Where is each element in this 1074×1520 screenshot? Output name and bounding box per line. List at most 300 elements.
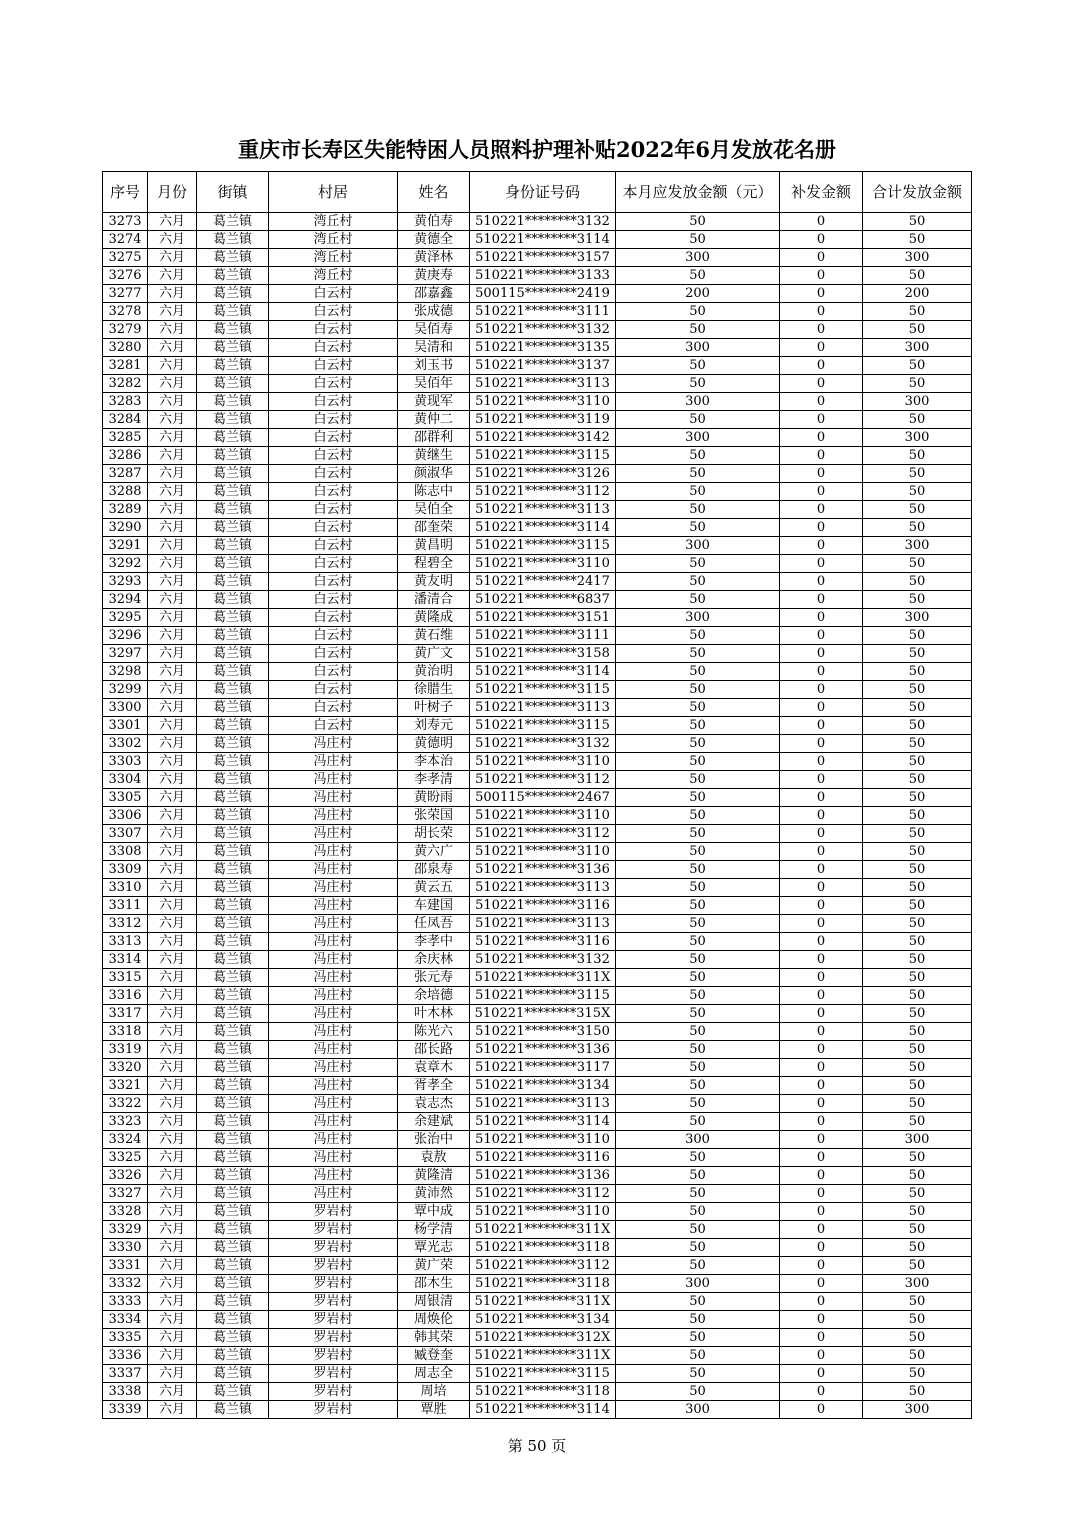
cell-total-amount: 50	[863, 1329, 972, 1347]
cell-monthly-amount: 50	[616, 375, 780, 393]
cell-town: 葛兰镇	[197, 393, 269, 411]
cell-name: 黄隆成	[398, 609, 470, 627]
cell-name: 李本治	[398, 753, 470, 771]
cell-name: 周志全	[398, 1365, 470, 1383]
cell-monthly-amount: 50	[616, 879, 780, 897]
table-row	[103, 1167, 972, 1185]
cell-monthly-amount: 50	[616, 1005, 780, 1023]
cell-total-amount: 50	[863, 519, 972, 537]
cell-total-amount: 50	[863, 1293, 972, 1311]
table-header-row	[103, 172, 972, 213]
table-row	[103, 1023, 972, 1041]
cell-seq: 3316	[103, 987, 148, 1005]
cell-seq: 3305	[103, 789, 148, 807]
cell-town: 葛兰镇	[197, 1131, 269, 1149]
cell-town: 葛兰镇	[197, 375, 269, 393]
cell-id-number: 510221********3132	[470, 951, 616, 969]
cell-id-number: 510221********3151	[470, 609, 616, 627]
cell-village: 冯庄村	[269, 861, 398, 879]
cell-village: 白云村	[269, 303, 398, 321]
cell-name: 张元寿	[398, 969, 470, 987]
cell-month: 六月	[148, 1095, 197, 1113]
cell-monthly-amount: 50	[616, 915, 780, 933]
cell-back-pay: 0	[780, 285, 863, 303]
cell-id-number: 510221********315X	[470, 1005, 616, 1023]
cell-monthly-amount: 50	[616, 555, 780, 573]
cell-back-pay: 0	[780, 267, 863, 285]
cell-total-amount: 50	[863, 735, 972, 753]
cell-village: 罗岩村	[269, 1203, 398, 1221]
table-row	[103, 717, 972, 735]
cell-town: 葛兰镇	[197, 303, 269, 321]
cell-id-number: 510221********312X	[470, 1329, 616, 1347]
cell-name: 黄沛然	[398, 1185, 470, 1203]
table-row	[103, 555, 972, 573]
cell-name: 陈光六	[398, 1023, 470, 1041]
roster-table	[102, 171, 972, 1419]
table-row	[103, 375, 972, 393]
cell-total-amount: 50	[863, 1023, 972, 1041]
cell-back-pay: 0	[780, 717, 863, 735]
cell-id-number: 510221********3111	[470, 627, 616, 645]
cell-total-amount: 50	[863, 915, 972, 933]
cell-id-number: 510221********3111	[470, 303, 616, 321]
table-row	[103, 969, 972, 987]
table-row	[103, 663, 972, 681]
cell-back-pay: 0	[780, 789, 863, 807]
cell-total-amount: 50	[863, 807, 972, 825]
cell-village: 罗岩村	[269, 1365, 398, 1383]
cell-id-number: 510221********3112	[470, 825, 616, 843]
cell-total-amount: 50	[863, 1365, 972, 1383]
cell-name: 张治中	[398, 1131, 470, 1149]
cell-monthly-amount: 50	[616, 573, 780, 591]
cell-month: 六月	[148, 213, 197, 231]
cell-seq: 3301	[103, 717, 148, 735]
cell-total-amount: 50	[863, 1077, 972, 1095]
cell-town: 葛兰镇	[197, 1023, 269, 1041]
cell-month: 六月	[148, 753, 197, 771]
cell-seq: 3327	[103, 1185, 148, 1203]
cell-village: 冯庄村	[269, 789, 398, 807]
table-row	[103, 1365, 972, 1383]
cell-name: 黄昌明	[398, 537, 470, 555]
cell-monthly-amount: 50	[616, 717, 780, 735]
cell-name: 余庆林	[398, 951, 470, 969]
table-row	[103, 465, 972, 483]
cell-total-amount: 50	[863, 753, 972, 771]
cell-month: 六月	[148, 645, 197, 663]
cell-village: 白云村	[269, 465, 398, 483]
table-row	[103, 1005, 972, 1023]
cell-village: 白云村	[269, 663, 398, 681]
cell-village: 白云村	[269, 339, 398, 357]
cell-id-number: 510221********3126	[470, 465, 616, 483]
cell-town: 葛兰镇	[197, 1113, 269, 1131]
cell-id-number: 510221********3117	[470, 1059, 616, 1077]
cell-id-number: 510221********3133	[470, 267, 616, 285]
cell-total-amount: 50	[863, 627, 972, 645]
cell-back-pay: 0	[780, 681, 863, 699]
cell-back-pay: 0	[780, 807, 863, 825]
table-row	[103, 1275, 972, 1293]
cell-total-amount: 50	[863, 699, 972, 717]
cell-town: 葛兰镇	[197, 771, 269, 789]
cell-total-amount: 300	[863, 1401, 972, 1419]
cell-month: 六月	[148, 1365, 197, 1383]
cell-name: 陈志中	[398, 483, 470, 501]
header-town: 街镇	[197, 172, 269, 213]
cell-village: 冯庄村	[269, 1095, 398, 1113]
cell-name: 吴清和	[398, 339, 470, 357]
cell-back-pay: 0	[780, 231, 863, 249]
cell-village: 冯庄村	[269, 735, 398, 753]
cell-village: 白云村	[269, 375, 398, 393]
cell-id-number: 510221********3115	[470, 717, 616, 735]
cell-seq: 3312	[103, 915, 148, 933]
cell-village: 冯庄村	[269, 1077, 398, 1095]
cell-seq: 3283	[103, 393, 148, 411]
cell-monthly-amount: 300	[616, 429, 780, 447]
cell-seq: 3313	[103, 933, 148, 951]
cell-month: 六月	[148, 879, 197, 897]
cell-name: 任凤吾	[398, 915, 470, 933]
cell-monthly-amount: 50	[616, 933, 780, 951]
cell-town: 葛兰镇	[197, 483, 269, 501]
cell-back-pay: 0	[780, 1077, 863, 1095]
cell-monthly-amount: 50	[616, 465, 780, 483]
cell-monthly-amount: 50	[616, 987, 780, 1005]
table-row	[103, 1329, 972, 1347]
cell-name: 黄广文	[398, 645, 470, 663]
cell-monthly-amount: 50	[616, 735, 780, 753]
cell-seq: 3328	[103, 1203, 148, 1221]
cell-total-amount: 50	[863, 1059, 972, 1077]
cell-town: 葛兰镇	[197, 1005, 269, 1023]
cell-seq: 3318	[103, 1023, 148, 1041]
cell-village: 罗岩村	[269, 1221, 398, 1239]
cell-month: 六月	[148, 1221, 197, 1239]
cell-town: 葛兰镇	[197, 645, 269, 663]
cell-back-pay: 0	[780, 465, 863, 483]
cell-name: 邵嘉鑫	[398, 285, 470, 303]
cell-name: 覃光志	[398, 1239, 470, 1257]
table-row	[103, 1095, 972, 1113]
cell-back-pay: 0	[780, 1401, 863, 1419]
table-row	[103, 861, 972, 879]
cell-month: 六月	[148, 1149, 197, 1167]
cell-monthly-amount: 50	[616, 1059, 780, 1077]
cell-town: 葛兰镇	[197, 1149, 269, 1167]
cell-month: 六月	[148, 1131, 197, 1149]
cell-back-pay: 0	[780, 555, 863, 573]
cell-seq: 3311	[103, 897, 148, 915]
table-row	[103, 573, 972, 591]
cell-monthly-amount: 300	[616, 249, 780, 267]
cell-town: 葛兰镇	[197, 1221, 269, 1239]
cell-town: 葛兰镇	[197, 717, 269, 735]
cell-town: 葛兰镇	[197, 1077, 269, 1095]
cell-id-number: 510221********3114	[470, 1401, 616, 1419]
cell-name: 黄石维	[398, 627, 470, 645]
document-title: 重庆市长寿区失能特困人员照料护理补贴2022年6月发放花名册	[237, 137, 837, 162]
cell-month: 六月	[148, 627, 197, 645]
cell-seq: 3310	[103, 879, 148, 897]
cell-village: 罗岩村	[269, 1275, 398, 1293]
cell-name: 邵泉寿	[398, 861, 470, 879]
cell-id-number: 510221********3132	[470, 321, 616, 339]
cell-month: 六月	[148, 897, 197, 915]
cell-name: 黄六广	[398, 843, 470, 861]
cell-month: 六月	[148, 699, 197, 717]
cell-village: 冯庄村	[269, 879, 398, 897]
table-row	[103, 1131, 972, 1149]
cell-town: 葛兰镇	[197, 591, 269, 609]
cell-back-pay: 0	[780, 537, 863, 555]
cell-town: 葛兰镇	[197, 573, 269, 591]
cell-id-number: 510221********3110	[470, 1203, 616, 1221]
cell-name: 胡长荣	[398, 825, 470, 843]
cell-id-number: 510221********3115	[470, 537, 616, 555]
cell-back-pay: 0	[780, 1257, 863, 1275]
cell-total-amount: 50	[863, 789, 972, 807]
cell-town: 葛兰镇	[197, 1257, 269, 1275]
cell-back-pay: 0	[780, 663, 863, 681]
cell-id-number: 510221********3136	[470, 861, 616, 879]
cell-id-number: 510221********3116	[470, 933, 616, 951]
cell-back-pay: 0	[780, 1311, 863, 1329]
cell-monthly-amount: 50	[616, 843, 780, 861]
cell-back-pay: 0	[780, 933, 863, 951]
cell-total-amount: 50	[863, 933, 972, 951]
cell-name: 黄伯寿	[398, 213, 470, 231]
cell-monthly-amount: 50	[616, 1203, 780, 1221]
table-row	[103, 591, 972, 609]
cell-id-number: 510221********311X	[470, 1293, 616, 1311]
table-row	[103, 933, 972, 951]
cell-id-number: 510221********3134	[470, 1077, 616, 1095]
cell-monthly-amount: 50	[616, 1239, 780, 1257]
cell-seq: 3287	[103, 465, 148, 483]
cell-total-amount: 50	[863, 1239, 972, 1257]
cell-village: 白云村	[269, 411, 398, 429]
cell-monthly-amount: 50	[616, 663, 780, 681]
cell-seq: 3280	[103, 339, 148, 357]
cell-name: 杨学清	[398, 1221, 470, 1239]
cell-id-number: 510221********3158	[470, 645, 616, 663]
cell-month: 六月	[148, 1311, 197, 1329]
cell-name: 臧登奎	[398, 1347, 470, 1365]
cell-village: 冯庄村	[269, 1131, 398, 1149]
cell-town: 葛兰镇	[197, 681, 269, 699]
table-row	[103, 1149, 972, 1167]
cell-town: 葛兰镇	[197, 789, 269, 807]
cell-name: 邵群利	[398, 429, 470, 447]
cell-seq: 3295	[103, 609, 148, 627]
cell-town: 葛兰镇	[197, 609, 269, 627]
cell-seq: 3292	[103, 555, 148, 573]
cell-total-amount: 50	[863, 1185, 972, 1203]
cell-name: 黄广荣	[398, 1257, 470, 1275]
cell-seq: 3306	[103, 807, 148, 825]
cell-seq: 3294	[103, 591, 148, 609]
table-row	[103, 267, 972, 285]
cell-monthly-amount: 50	[616, 753, 780, 771]
cell-seq: 3290	[103, 519, 148, 537]
cell-id-number: 510221********3113	[470, 1095, 616, 1113]
table-row	[103, 735, 972, 753]
cell-name: 覃中成	[398, 1203, 470, 1221]
cell-monthly-amount: 50	[616, 897, 780, 915]
cell-village: 白云村	[269, 537, 398, 555]
cell-back-pay: 0	[780, 1275, 863, 1293]
table-row	[103, 1311, 972, 1329]
cell-seq: 3275	[103, 249, 148, 267]
cell-month: 六月	[148, 465, 197, 483]
cell-town: 葛兰镇	[197, 825, 269, 843]
cell-month: 六月	[148, 357, 197, 375]
cell-seq: 3303	[103, 753, 148, 771]
cell-town: 葛兰镇	[197, 987, 269, 1005]
cell-village: 冯庄村	[269, 933, 398, 951]
cell-village: 白云村	[269, 699, 398, 717]
cell-monthly-amount: 50	[616, 807, 780, 825]
cell-seq: 3320	[103, 1059, 148, 1077]
cell-back-pay: 0	[780, 447, 863, 465]
cell-name: 胥孝全	[398, 1077, 470, 1095]
cell-name: 车建国	[398, 897, 470, 915]
cell-name: 韩其荣	[398, 1329, 470, 1347]
cell-month: 六月	[148, 1275, 197, 1293]
table-body	[103, 213, 972, 1419]
cell-total-amount: 300	[863, 429, 972, 447]
cell-monthly-amount: 50	[616, 411, 780, 429]
cell-town: 葛兰镇	[197, 357, 269, 375]
cell-seq: 3279	[103, 321, 148, 339]
cell-seq: 3329	[103, 1221, 148, 1239]
cell-back-pay: 0	[780, 213, 863, 231]
cell-name: 袁章木	[398, 1059, 470, 1077]
page-number: 第 50 页	[507, 1437, 567, 1455]
table-row	[103, 915, 972, 933]
cell-total-amount: 50	[863, 645, 972, 663]
cell-total-amount: 50	[863, 501, 972, 519]
cell-back-pay: 0	[780, 249, 863, 267]
cell-town: 葛兰镇	[197, 699, 269, 717]
cell-month: 六月	[148, 987, 197, 1005]
cell-month: 六月	[148, 375, 197, 393]
cell-seq: 3330	[103, 1239, 148, 1257]
cell-village: 罗岩村	[269, 1239, 398, 1257]
cell-id-number: 510221********3136	[470, 1167, 616, 1185]
header-id-number: 身份证号码	[470, 172, 616, 213]
cell-name: 邵木生	[398, 1275, 470, 1293]
cell-total-amount: 50	[863, 321, 972, 339]
table-row	[103, 393, 972, 411]
cell-month: 六月	[148, 717, 197, 735]
cell-name: 黄现军	[398, 393, 470, 411]
cell-seq: 3304	[103, 771, 148, 789]
cell-monthly-amount: 50	[616, 303, 780, 321]
cell-month: 六月	[148, 771, 197, 789]
cell-monthly-amount: 300	[616, 609, 780, 627]
cell-month: 六月	[148, 411, 197, 429]
cell-total-amount: 50	[863, 879, 972, 897]
cell-village: 白云村	[269, 429, 398, 447]
cell-back-pay: 0	[780, 303, 863, 321]
cell-monthly-amount: 50	[616, 1293, 780, 1311]
cell-total-amount: 50	[863, 1095, 972, 1113]
cell-back-pay: 0	[780, 1167, 863, 1185]
cell-back-pay: 0	[780, 1347, 863, 1365]
cell-id-number: 510221********3142	[470, 429, 616, 447]
cell-back-pay: 0	[780, 861, 863, 879]
cell-name: 黄泽林	[398, 249, 470, 267]
cell-back-pay: 0	[780, 1185, 863, 1203]
cell-village: 湾丘村	[269, 249, 398, 267]
cell-name: 余建斌	[398, 1113, 470, 1131]
cell-month: 六月	[148, 591, 197, 609]
cell-total-amount: 50	[863, 1257, 972, 1275]
cell-total-amount: 50	[863, 861, 972, 879]
table-row	[103, 1347, 972, 1365]
cell-total-amount: 50	[863, 987, 972, 1005]
table-row	[103, 771, 972, 789]
cell-seq: 3289	[103, 501, 148, 519]
cell-total-amount: 50	[863, 1005, 972, 1023]
cell-back-pay: 0	[780, 825, 863, 843]
cell-month: 六月	[148, 303, 197, 321]
cell-village: 白云村	[269, 519, 398, 537]
cell-month: 六月	[148, 1293, 197, 1311]
cell-back-pay: 0	[780, 1113, 863, 1131]
cell-village: 冯庄村	[269, 1005, 398, 1023]
cell-monthly-amount: 50	[616, 321, 780, 339]
cell-month: 六月	[148, 861, 197, 879]
table-row	[103, 411, 972, 429]
cell-seq: 3323	[103, 1113, 148, 1131]
cell-back-pay: 0	[780, 1239, 863, 1257]
cell-seq: 3333	[103, 1293, 148, 1311]
cell-town: 葛兰镇	[197, 807, 269, 825]
cell-id-number: 510221********3118	[470, 1239, 616, 1257]
cell-town: 葛兰镇	[197, 1365, 269, 1383]
cell-id-number: 510221********3132	[470, 213, 616, 231]
cell-town: 葛兰镇	[197, 969, 269, 987]
cell-village: 冯庄村	[269, 771, 398, 789]
cell-id-number: 510221********3114	[470, 231, 616, 249]
cell-total-amount: 50	[863, 1347, 972, 1365]
table-row	[103, 285, 972, 303]
cell-name: 李孝清	[398, 771, 470, 789]
cell-seq: 3326	[103, 1167, 148, 1185]
cell-town: 葛兰镇	[197, 519, 269, 537]
cell-name: 余培德	[398, 987, 470, 1005]
table-row	[103, 1293, 972, 1311]
cell-month: 六月	[148, 789, 197, 807]
cell-id-number: 500115********2419	[470, 285, 616, 303]
cell-total-amount: 50	[863, 1311, 972, 1329]
cell-total-amount: 50	[863, 1113, 972, 1131]
cell-name: 刘寿元	[398, 717, 470, 735]
cell-month: 六月	[148, 249, 197, 267]
cell-monthly-amount: 50	[616, 1041, 780, 1059]
cell-village: 冯庄村	[269, 753, 398, 771]
cell-village: 白云村	[269, 357, 398, 375]
cell-back-pay: 0	[780, 969, 863, 987]
cell-village: 冯庄村	[269, 915, 398, 933]
cell-seq: 3309	[103, 861, 148, 879]
